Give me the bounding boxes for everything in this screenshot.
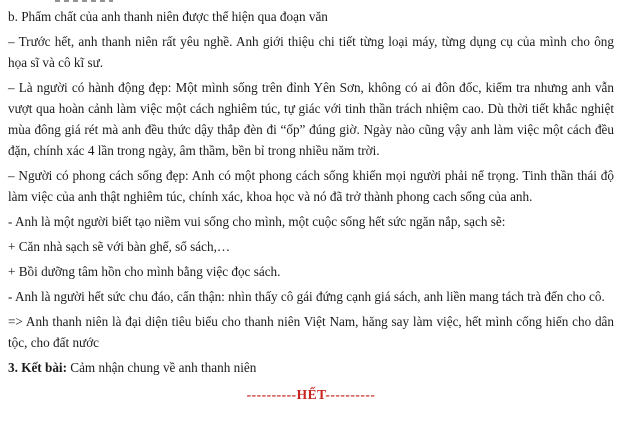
paragraph-beautiful-actions: – Là người có hành động đẹp: Một mình sống trên đỉnh Yên Sơn, không có ai đôn đốc, kiểm tra nhưng anh vẫn vượt qua hoàn cảnh làm việc một cách nghiêm túc, tự giác với tinh thần trách nhiệm cao. Dù thời tiết khắc nghiệt mùa đông giá rét mà anh đều thức dậy thắp đèn đi “ốp” đúng giờ. Ngày nào cũng vậy anh làm việc một cách đều đặn, chính xác 4 lần trong ngày, âm thầm, bền bỉ trong nhiều năm trời.	[8, 80, 614, 158]
cropped-previous-line-artifact	[55, 0, 113, 2]
paragraph-joy-of-living: - Anh là một người biết tạo niềm vui sống cho mình, một cuộc sống hết sức ngăn nắp, sạch sẽ:	[8, 214, 506, 229]
bullet-reading-books: + Bồi dưỡng tâm hồn cho mình bằng việc đọc sách.	[8, 264, 281, 279]
paragraph-summary-arrow: => Anh thanh niên là đại diện tiêu biểu cho thanh niên Việt Nam, hăng say làm việc, hết mình cống hiến cho dân tộc, cho đất nước	[8, 314, 614, 350]
paragraph-lifestyle: – Người có phong cách sống đẹp: Anh có một phong cách sống khiến mọi người phải nể trọng. Tinh thần thái độ làm việc của anh thật nghiêm túc, chính xác, khoa học và nó đã trở thành phong cach sống của anh.	[8, 168, 614, 204]
conclusion-text: Cảm nhận chung về anh thanh niên	[66, 360, 257, 375]
end-marker: ----------HẾT----------	[246, 387, 376, 402]
bullet-clean-house: + Căn nhà sạch sẽ với bàn ghế, sổ sách,…	[8, 239, 231, 254]
paragraph-thoughtful: - Anh là người hết sức chu đáo, cẩn thận: nhìn thấy cô gái đứng cạnh giá sách, anh liền mang tách trà đến cho cô.	[8, 289, 605, 304]
section-heading-conclusion	[8, 357, 614, 378]
paragraph-loves-his-job: – Trước hết, anh thanh niên rất yêu nghề. Anh giới thiệu chi tiết từng loại máy, từng dụng cụ của mình cho ông họa sĩ và cô kĩ sư.	[8, 34, 614, 70]
conclusion-label: 3. Kết bài:	[8, 360, 67, 375]
section-heading-b: b. Phẩm chất của anh thanh niên được thể hiện qua đoạn văn	[8, 9, 328, 24]
